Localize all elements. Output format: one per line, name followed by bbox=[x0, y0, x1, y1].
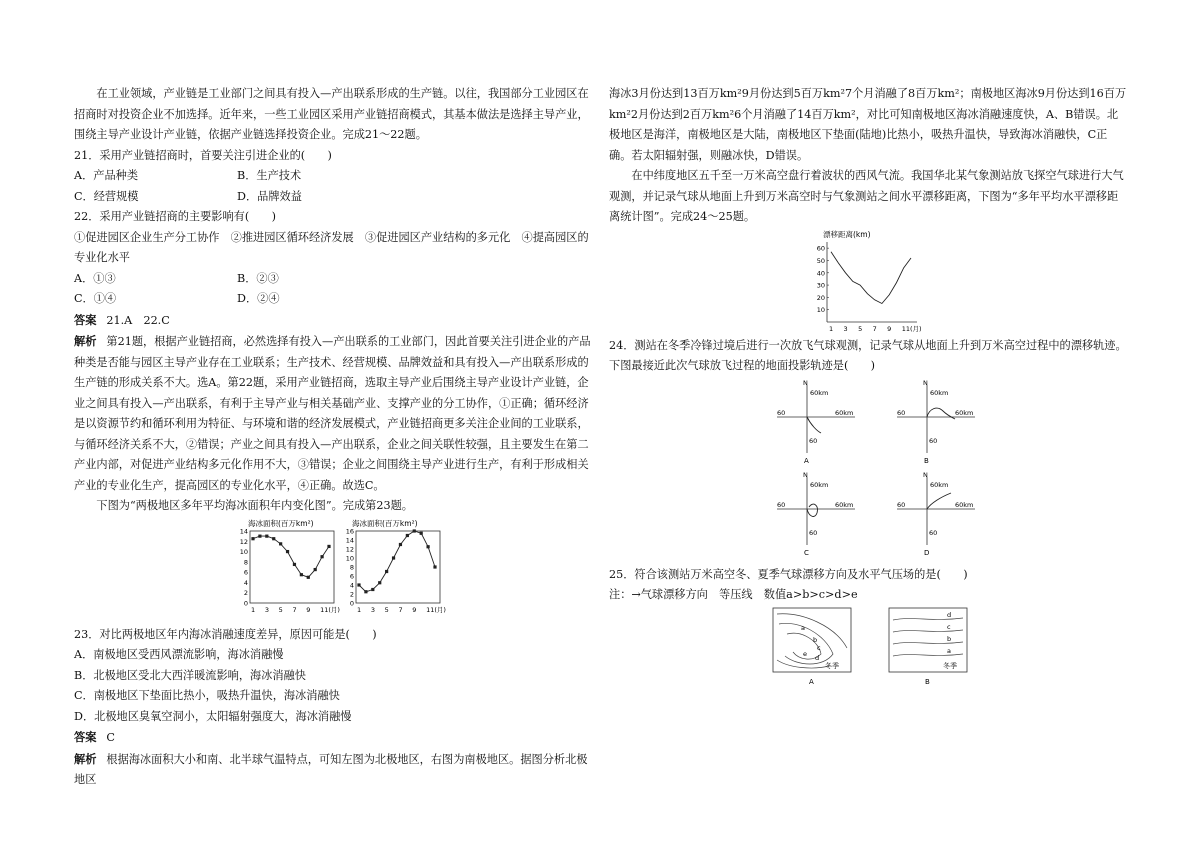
data-point bbox=[307, 575, 310, 578]
east-distance-label: 60km bbox=[955, 408, 974, 417]
data-point bbox=[251, 537, 254, 540]
data-point bbox=[265, 534, 268, 537]
trajectory-path bbox=[927, 493, 951, 509]
south-distance-label: 60 bbox=[809, 436, 818, 445]
trajectory-panels bbox=[777, 379, 975, 557]
y-tick-label: 12 bbox=[345, 545, 354, 553]
sea-ice-figures bbox=[74, 517, 592, 625]
x-tick-label: 3 bbox=[843, 324, 848, 333]
season-label: 冬季 bbox=[943, 661, 957, 670]
drift-chart-svg bbox=[609, 228, 1129, 336]
question-24: 24．测站在冬季冷锋过境后进行一次放飞气球观测，记录气球从地面上升到万米高空过程中的漂移轨迹。下图最接近此次气球放飞过程的地面投影轨迹是( ) bbox=[609, 338, 1127, 372]
y-tick-label: 40 bbox=[816, 268, 825, 277]
ice-left-frame bbox=[250, 531, 334, 603]
explanation-23-continued: 海冰3月份达到13百万km²9月份达到5百万km²7个月消融了8百万km²；南极地区海冰9月份达到16百万km²2月份达到2百万km²6个月消融了14百万km²，对比可知南极地区海冰消融速度快，A、B错误。北极地区是海洋，南极地区是大陆，南极地区下垫面(陆地)比热小，吸热升温快，导致海冰消融快，C正确。若太阳辐射强，则融冰快，D错误。 bbox=[609, 87, 1127, 162]
trajectory-svg bbox=[609, 377, 1129, 565]
data-point bbox=[385, 569, 388, 572]
isobar-line bbox=[893, 642, 963, 644]
y-tick-label: 6 bbox=[243, 568, 248, 577]
y-tick-label: 4 bbox=[243, 578, 248, 587]
question-23: 23．对比两极地区年内海冰消融速度差异，原因可能是( ) bbox=[74, 627, 377, 641]
west-distance-label: 60 bbox=[777, 408, 786, 417]
data-point bbox=[433, 565, 436, 568]
y-tick-label: 8 bbox=[349, 563, 354, 571]
q23-option-d: D．北极地区臭氧空洞小，太阳辐射强度大，海冰消融慢 bbox=[74, 709, 352, 723]
isobar-letter: c bbox=[817, 643, 821, 652]
q22-statements: ①促进园区企业生产分工协作 ②推进园区循环经济发展 ③促进园区产业结构的多元化 ④提高园区的专业化水平 bbox=[74, 230, 589, 264]
x-tick-label: 11(月) bbox=[320, 605, 340, 614]
pressure-panel-b bbox=[889, 608, 967, 686]
data-point bbox=[327, 544, 330, 547]
y-tick-label: 14 bbox=[239, 527, 248, 535]
note-25: 注：→气球漂移方向 等压线 数值a>b>c>d>e bbox=[609, 588, 858, 601]
west-distance-label: 60 bbox=[897, 500, 906, 509]
drift-chart bbox=[817, 229, 922, 333]
y-tick-label: 6 bbox=[349, 572, 354, 580]
data-point bbox=[279, 542, 282, 545]
q23-option-c: C．南极地区下垫面比热小，吸热升温快，海冰消融快 bbox=[74, 689, 340, 702]
question-25: 25．符合该测站万米高空冬、夏季气球漂移方向及水平气压场的是( ) bbox=[609, 567, 968, 581]
north-distance-label: 60km bbox=[810, 388, 829, 397]
isobar-line bbox=[777, 660, 829, 668]
x-tick-label: 11(月) bbox=[426, 605, 446, 614]
data-point bbox=[314, 567, 317, 570]
isobar-letter: e bbox=[803, 649, 807, 658]
answer-text: C bbox=[106, 731, 115, 744]
data-point bbox=[293, 562, 296, 565]
answer-23 bbox=[74, 727, 592, 749]
trajectory-panel-b bbox=[897, 379, 975, 465]
data-point bbox=[364, 590, 367, 593]
y-tick-label: 0 bbox=[243, 599, 248, 607]
x-tick-label: 7 bbox=[872, 324, 877, 333]
season-label: 冬季 bbox=[825, 661, 839, 670]
data-point bbox=[420, 531, 423, 534]
q22-option-d: D．②④ bbox=[237, 292, 280, 305]
data-point bbox=[272, 537, 275, 540]
x-tick-label: 1 bbox=[357, 605, 362, 614]
series-line bbox=[359, 531, 435, 592]
x-tick-label: 3 bbox=[370, 605, 375, 614]
x-tick-label: 9 bbox=[306, 605, 311, 614]
panel-label: B bbox=[924, 456, 929, 465]
south-distance-label: 60 bbox=[929, 436, 938, 445]
answer-label: 答案 bbox=[74, 312, 97, 327]
answer-label: 答案 bbox=[74, 730, 97, 744]
x-tick-label: 7 bbox=[292, 605, 297, 614]
data-point bbox=[258, 534, 261, 537]
pressure-panel-a bbox=[773, 608, 851, 686]
q21-option-c: C．经营规模 bbox=[74, 189, 139, 203]
isobar-letter: d bbox=[947, 610, 952, 619]
east-distance-label: 60km bbox=[835, 408, 854, 417]
north-label: N bbox=[803, 378, 808, 387]
y-tick-label: 60 bbox=[816, 244, 825, 253]
north-label: N bbox=[923, 378, 928, 387]
data-point bbox=[406, 533, 409, 536]
data-point bbox=[320, 555, 323, 558]
trajectory-panel-c bbox=[777, 471, 855, 557]
data-point bbox=[300, 573, 303, 576]
isobar-letter: a bbox=[801, 623, 805, 632]
trajectory-path bbox=[807, 417, 821, 433]
x-tick-label: 5 bbox=[858, 324, 863, 333]
figure-23-intro: 下图为“两极地区多年平均海冰面积年内变化图”。完成第23题。 bbox=[96, 499, 413, 512]
explanation-label: 解析 bbox=[74, 751, 97, 766]
x-tick-label: 3 bbox=[264, 605, 269, 614]
north-distance-label: 60km bbox=[810, 480, 829, 489]
isobar-letter: a bbox=[947, 646, 951, 655]
pressure-figures bbox=[609, 606, 1129, 690]
isobar-letter: c bbox=[947, 622, 951, 631]
data-point bbox=[378, 581, 381, 584]
x-tick-label: 5 bbox=[384, 605, 389, 614]
y-tick-label: 8 bbox=[243, 557, 248, 566]
south-distance-label: 60 bbox=[929, 528, 938, 537]
explanation-23 bbox=[74, 749, 592, 791]
trajectory-panel-a bbox=[777, 379, 855, 465]
x-tick-label: 1 bbox=[251, 605, 256, 614]
series-line bbox=[253, 536, 329, 577]
y-tick-label: 30 bbox=[816, 281, 825, 290]
north-label: N bbox=[923, 470, 928, 479]
x-tick-label: 11(月) bbox=[901, 324, 922, 333]
y-tick-label: 4 bbox=[349, 581, 354, 589]
q23-option-b: B．北极地区受北大西洋暖流影响，海冰消融快 bbox=[74, 668, 306, 682]
x-tick-label: 1 bbox=[829, 324, 834, 333]
right-column bbox=[609, 84, 1129, 690]
q21-option-d: D．品牌效益 bbox=[237, 189, 302, 203]
panel-label-a: A bbox=[809, 677, 814, 686]
left-column bbox=[74, 84, 592, 791]
trajectory-panel-d bbox=[897, 471, 975, 557]
isobar-line bbox=[893, 654, 963, 656]
answer-21-22 bbox=[74, 310, 592, 332]
answer-text: 21.A 22.C bbox=[106, 313, 170, 327]
drift-title: 漂移距离(km) bbox=[823, 229, 871, 239]
isobar-line bbox=[893, 630, 963, 632]
ice-left-title: 海冰面积(百万km²) bbox=[248, 518, 314, 528]
west-distance-label: 60 bbox=[897, 408, 906, 417]
north-distance-label: 60km bbox=[930, 480, 949, 489]
data-point bbox=[392, 556, 395, 559]
north-label: N bbox=[803, 470, 808, 479]
y-tick-label: 0 bbox=[349, 599, 354, 607]
q22-options-row2 bbox=[74, 289, 592, 310]
x-tick-label: 5 bbox=[278, 605, 283, 614]
drift-figure bbox=[609, 228, 1129, 336]
data-point bbox=[371, 587, 374, 590]
y-tick-label: 14 bbox=[345, 536, 354, 544]
question-21: 21．采用产业链招商时，首要关注引进企业的( ) bbox=[74, 148, 332, 162]
y-tick-label: 50 bbox=[816, 256, 825, 265]
isobar-line bbox=[893, 618, 963, 620]
arctic-ice-chart bbox=[240, 518, 340, 614]
x-tick-label: 9 bbox=[887, 324, 892, 333]
north-distance-label: 60km bbox=[930, 388, 949, 397]
q22-options-row1 bbox=[74, 269, 592, 290]
isobar-letter: b bbox=[947, 634, 952, 643]
data-point bbox=[413, 529, 416, 532]
q22-option-a: A．①③ bbox=[74, 271, 116, 285]
x-tick-label: 7 bbox=[398, 605, 403, 614]
x-tick-label: 9 bbox=[412, 605, 417, 614]
panel-label-b: B bbox=[925, 677, 930, 686]
explanation-text: 第21题，根据产业链招商，必然选择有投入—产出联系的工业部门，因此首要关注引进企业的产品种类是否能与园区主导产业存在工业联系；生产技术、经营规模、品牌效益和具有投入—产出联系形成的生产链的形成关系不大。选A。第22题，采用产业链招商，选取主导产业后围绕主导产业设计产业链，企业之间具有投入—产出联系，有利于主导产业与相关基础产业、支撑产业的分工协作，①正确；循环经济是以资源节约和循环利用为特征、与环境和谐的经济发展模式，产业链招商更多关注企业间的工业联系，与循环经济关系不大，②错误；产业之间具有投入—产出联系，企业之间关联性较强，且主要发生在第二产业内部，对促进产业结构多元化作用不大，③错误；企业之间围绕主导产业进行生产，有利于形成相关产业的专业化生产，提高园区的专业化水平，④正确。故选C。 bbox=[74, 335, 591, 492]
east-distance-label: 60km bbox=[835, 500, 854, 509]
data-point bbox=[399, 542, 402, 545]
y-tick-label: 2 bbox=[349, 590, 354, 598]
passage-intro: 在工业领域，产业链是工业部门之间具有投入—产出联系形成的生产链。以往，我国部分工业园区在招商时对投资企业不加选择。近年来，一些工业园区采用产业链招商模式，其基本做法是选择主导产业，围绕主导产业设计产业链，依据产业链选择投资企业。完成21～22题。 bbox=[74, 87, 589, 141]
drift-line bbox=[831, 251, 911, 303]
data-point bbox=[286, 549, 289, 552]
data-point bbox=[426, 545, 429, 548]
antarctic-ice-chart bbox=[346, 518, 446, 614]
isobar-letter: b bbox=[813, 635, 818, 644]
q23-option-a: A．南极地区受西风漂流影响，海冰消融慢 bbox=[74, 648, 284, 661]
y-tick-label: 16 bbox=[345, 527, 354, 535]
y-tick-label: 10 bbox=[239, 547, 248, 556]
south-distance-label: 60 bbox=[809, 528, 818, 537]
q22-option-c: C．①④ bbox=[74, 292, 117, 305]
data-point bbox=[357, 583, 360, 586]
q21-options-row2 bbox=[74, 187, 592, 208]
pressure-svg bbox=[609, 606, 1129, 690]
trajectory-path bbox=[807, 504, 817, 516]
ice-right-title: 海冰面积(百万km²) bbox=[352, 518, 418, 528]
west-distance-label: 60 bbox=[777, 500, 786, 509]
y-tick-label: 12 bbox=[239, 537, 248, 546]
y-tick-label: 10 bbox=[345, 554, 354, 562]
q21-options-row1 bbox=[74, 166, 592, 187]
trajectory-figures bbox=[609, 377, 1129, 565]
passage-24-25-intro: 在中纬度地区五千至一万米高空盘行着波状的西风气流。我国华北某气象测站放飞探空气球进行大气观测，并记录气球从地面上升到万米高空时与气象测站之间水平漂移距离，下图为“多年平均水平漂移距离统计图”。完成24～25题。 bbox=[609, 169, 1124, 223]
panel-label: A bbox=[804, 456, 809, 465]
explanation-label: 解析 bbox=[74, 334, 97, 348]
explanation-21-22 bbox=[74, 331, 592, 496]
y-tick-label: 2 bbox=[243, 588, 248, 597]
question-22: 22．采用产业链招商的主要影响有( ) bbox=[74, 210, 276, 223]
explanation-text: 根据海冰面积大小和南、北半球气温特点，可知左图为北极地区，右图为南极地区。据图分析北极地区 bbox=[74, 752, 588, 786]
q21-option-b: B．生产技术 bbox=[237, 169, 302, 182]
q21-option-a: A．产品种类 bbox=[74, 169, 139, 182]
y-tick-label: 20 bbox=[816, 293, 825, 302]
sea-ice-charts-svg bbox=[74, 517, 592, 625]
panel-label: C bbox=[804, 548, 809, 557]
east-distance-label: 60km bbox=[955, 500, 974, 509]
ice-right-frame bbox=[356, 531, 440, 603]
q22-option-b: B．②③ bbox=[237, 271, 279, 285]
y-tick-label: 10 bbox=[816, 305, 825, 314]
panel-label: D bbox=[924, 548, 930, 557]
isobar-letter: d bbox=[815, 653, 820, 662]
